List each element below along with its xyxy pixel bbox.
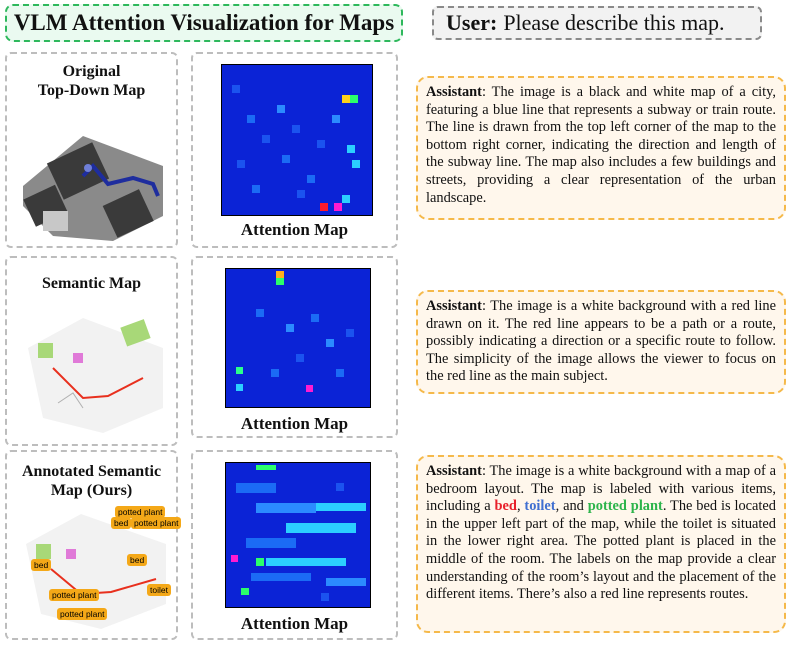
original-map-label-line1: Original — [62, 63, 121, 80]
user-prompt — [432, 6, 762, 40]
map-tag-potted-plant-3: potted plant — [49, 589, 99, 601]
attention-label-3: Attention Map — [240, 614, 349, 633]
annotated-map-image — [11, 504, 179, 636]
assistant-text-2: : The image is a white background with a red line drawn on it. The red line appears to be a path or a route, possibly indicating a direction or a specific route to follow. The simplicity of the image allows the viewer to focus on the red line as the main subject. — [426, 298, 776, 385]
highlight-toilet: toilet — [524, 498, 556, 515]
assistant-label-3: Assistant — [426, 463, 482, 479]
assistant-text-3c: , and — [555, 498, 588, 515]
map-tag-potted-plant-4: potted plant — [57, 608, 107, 620]
map-tag-bed-2: bed — [31, 559, 51, 571]
assistant-response-1 — [416, 76, 786, 220]
assistant-label-2: Assistant — [426, 298, 482, 314]
figure-title — [5, 4, 403, 42]
attention-map-panel-3 — [191, 450, 398, 640]
map-tag-bed-1: bed — [111, 517, 131, 529]
map-tag-toilet: toilet — [147, 584, 171, 596]
semantic-map-image — [13, 308, 173, 438]
attention-map-panel-2 — [191, 256, 398, 438]
semantic-map-label: Semantic Map — [41, 275, 142, 292]
annotated-map-label-line2: Map (Ours) — [50, 482, 133, 499]
attention-heatmap-1 — [221, 64, 373, 216]
attention-map-panel-1 — [191, 52, 398, 248]
original-map-panel — [5, 52, 178, 248]
highlight-bed: bed — [494, 498, 517, 515]
map-tag-potted-plant-1: potted plant — [115, 506, 165, 518]
assistant-response-2 — [416, 290, 786, 394]
figure-title-text: VLM Attention Visualization for Maps — [13, 10, 395, 35]
attention-label-2: Attention Map — [240, 414, 349, 433]
original-top-down-map-image — [13, 106, 173, 246]
attention-heatmap-3 — [225, 462, 371, 608]
attention-label-1: Attention Map — [240, 220, 349, 239]
user-text: Please describe this map. — [503, 10, 725, 35]
user-label: User: — [446, 10, 498, 35]
semantic-map-panel — [5, 256, 178, 446]
annotated-semantic-map-panel — [5, 450, 178, 640]
assistant-text-3a: : The image is a white background with a map of a bedroom layout. The map is labeled with various items, including a — [426, 463, 776, 515]
original-map-label-line2: Top-Down Map — [37, 82, 146, 99]
assistant-text-1: : The image is a black and white map of a city, featuring a blue line that represents a subway or train route. The line is drawn from the top left corner of the map to the bottom right corner, indicating the direction and length of the subway line. The map also includes a few buildings and streets, providing a clear representation of the urban landscape. — [426, 84, 776, 206]
map-tag-potted-plant-2: potted plant — [131, 517, 181, 529]
map-tag-bed-3: bed — [127, 554, 147, 566]
attention-heatmap-2 — [225, 268, 371, 408]
assistant-response-3 — [416, 455, 786, 633]
assistant-text-3d: . The bed is located in the upper left part of the map, while the toilet is situated in the lower right area. The potted plant is placed in the middle of the room. The labels on the map provide a clear understanding of the room’s layout and the placement of the different items. There’s also a red line represents routes. — [426, 498, 776, 603]
annotated-map-label-line1: Annotated Semantic — [21, 463, 162, 480]
assistant-text-3b: , — [516, 498, 525, 515]
assistant-label-1: Assistant — [426, 84, 482, 100]
highlight-potted-plant: potted plant — [587, 498, 663, 515]
